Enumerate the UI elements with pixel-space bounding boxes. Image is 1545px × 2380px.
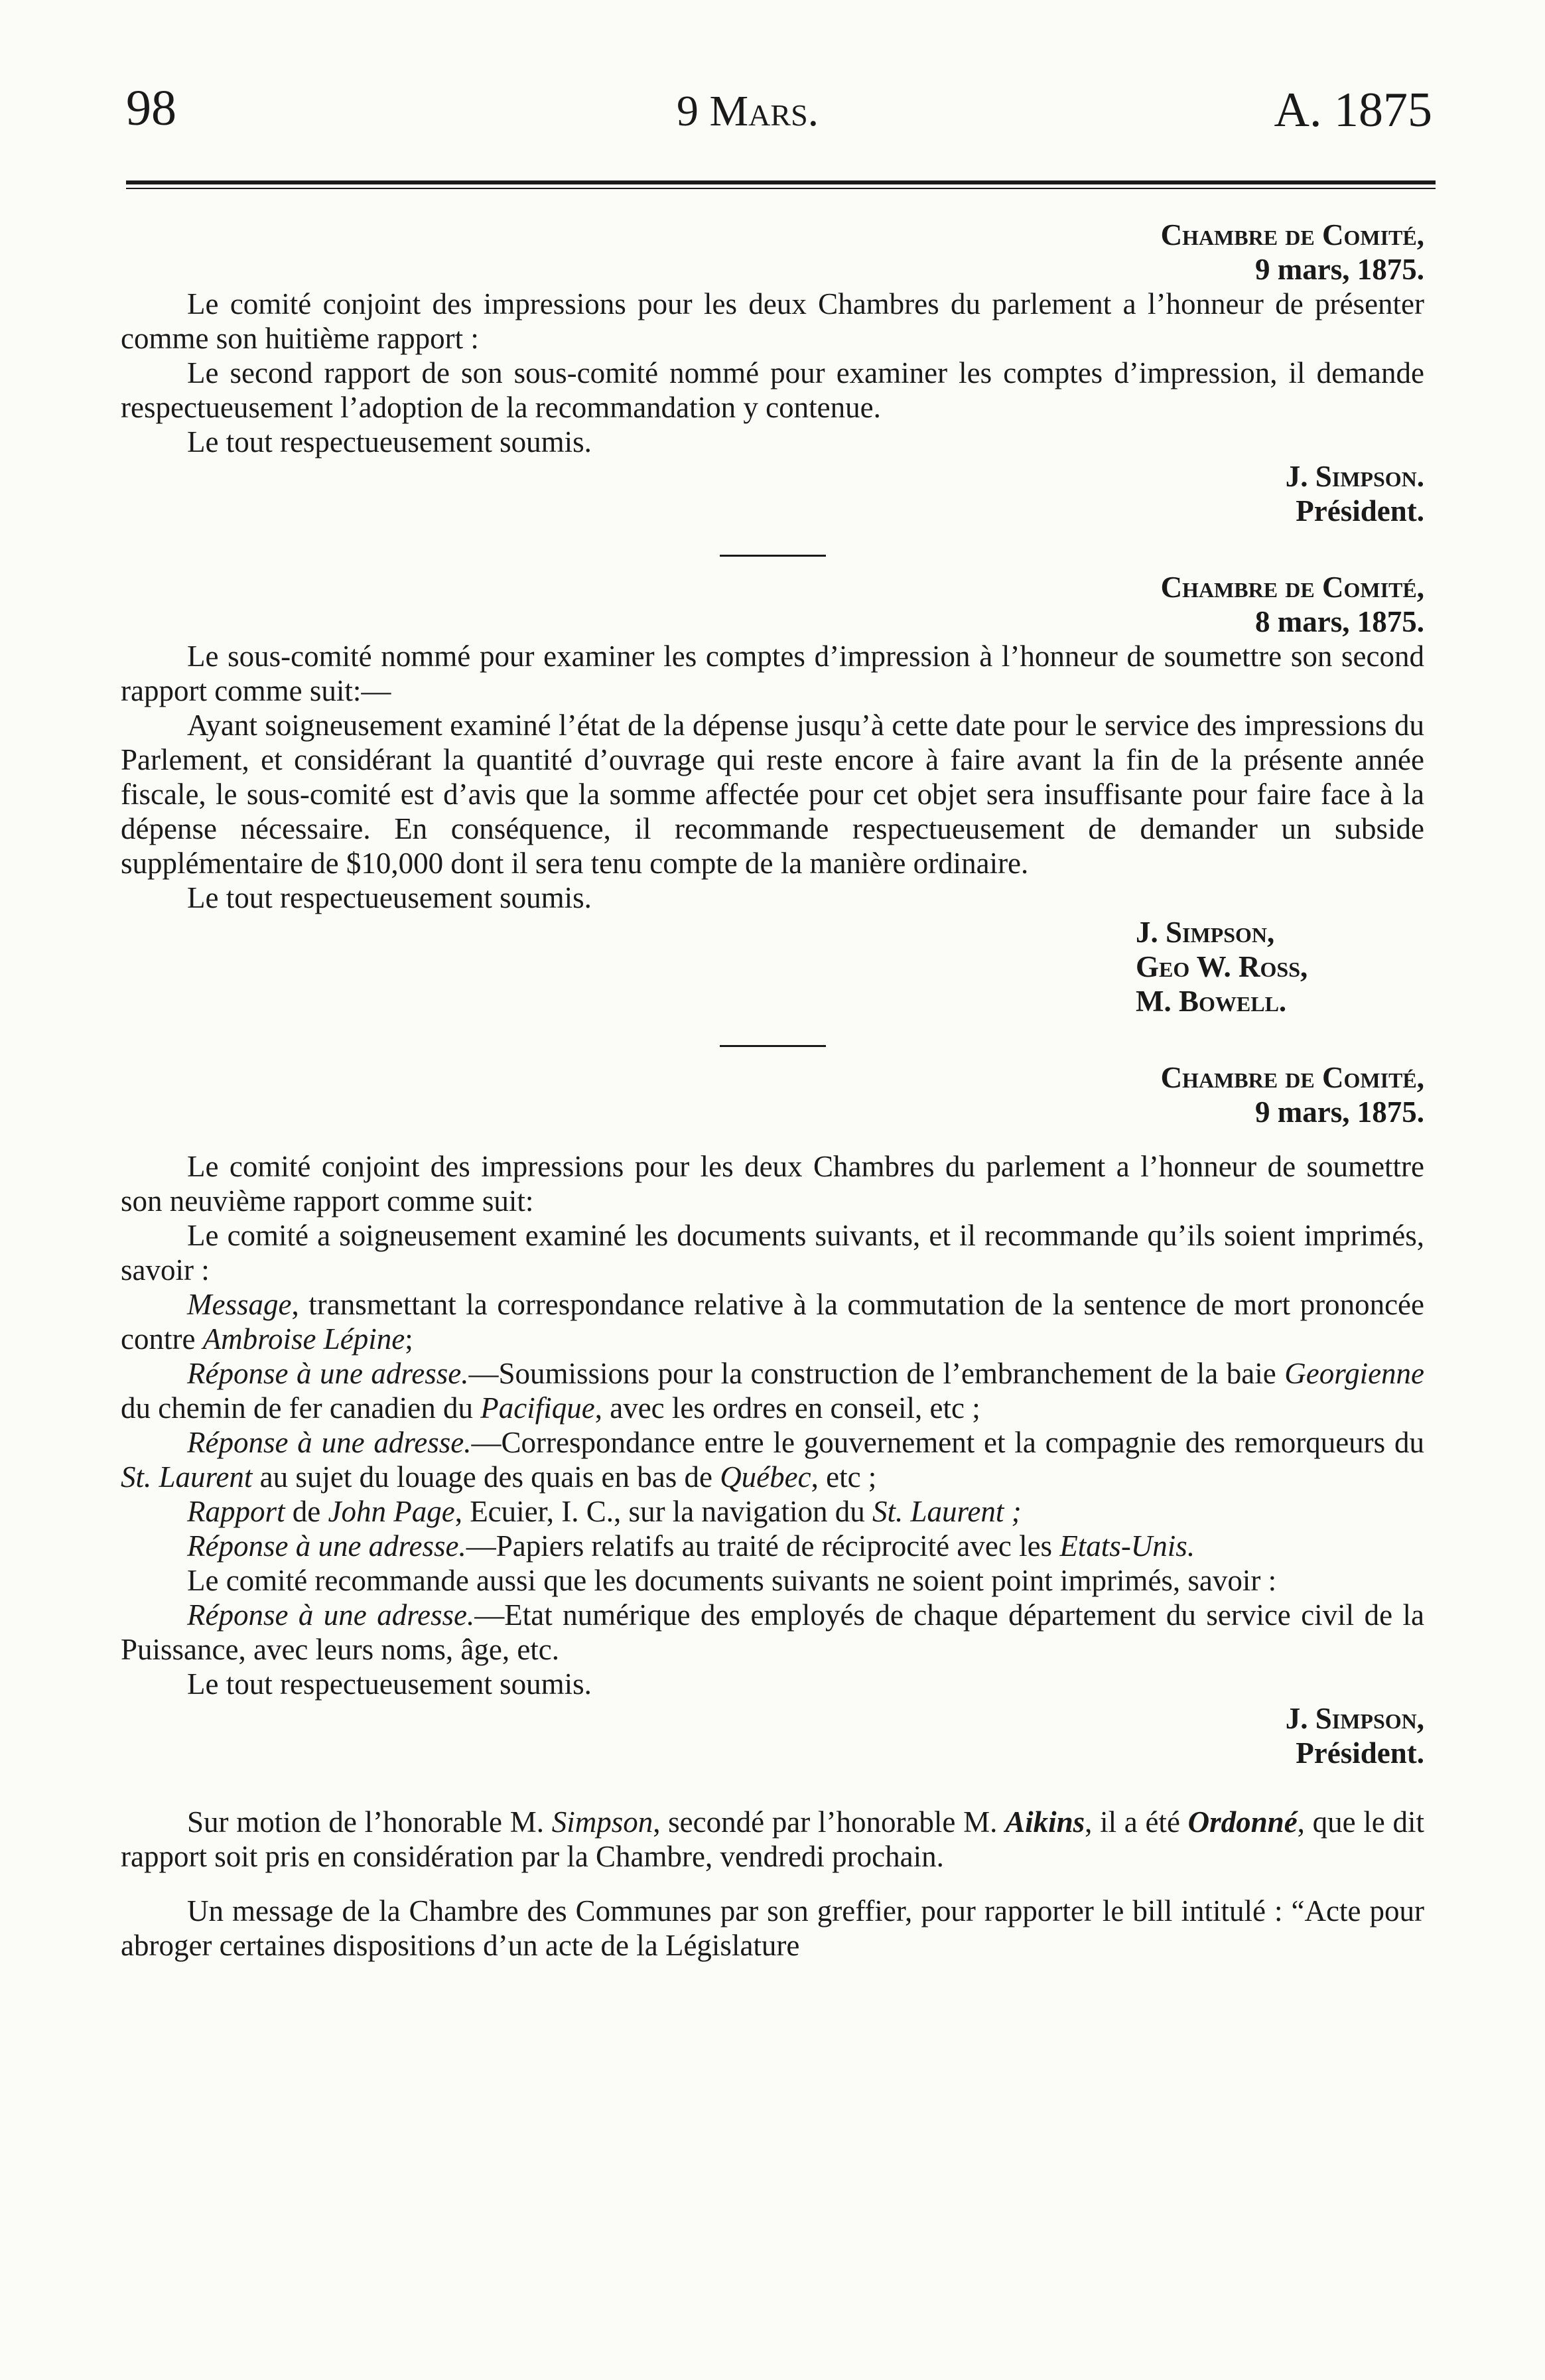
document-item xyxy=(121,1287,1424,1356)
paragraph-gap xyxy=(121,1770,1424,1805)
item-text: au sujet du louage des quais en bas de xyxy=(252,1460,720,1494)
motion-name: Aikins xyxy=(1005,1805,1085,1839)
item-text: , Ecuier, I. C., sur la navigation du xyxy=(454,1495,872,1528)
item-name: Etats-Unis. xyxy=(1059,1529,1195,1563)
header-date: 9 Mars. xyxy=(677,87,819,135)
signature-name-text: J. Simpson, xyxy=(1285,1702,1424,1735)
item-name: Georgienne xyxy=(1284,1357,1425,1390)
eighth-report xyxy=(121,218,1424,528)
document-item xyxy=(121,1356,1424,1425)
motion-name: Simpson xyxy=(551,1805,653,1839)
report-paragraph: Ayant soigneusement examiné l’état de la dépense jusqu’à cette date pour le service des impressions du Parlement, et considérant la quantité d’ouvrage qui reste encore à faire avant la fin de la présente année fiscale, le sous-comité est d’avis que la somme affectée pour cet objet sera insuffisante pour faire face à la dépense nécessaire. En conséquence, il recommande respectueusement de demander un subside supplémentaire de $10,000 dont il sera tenu compte de la manière ordinaire. xyxy=(121,709,1424,880)
report-paragraph: Le comité conjoint des impressions pour les deux Chambres du parlement a l’honneur de soumettre son neuvième rapport comme suit: xyxy=(121,1150,1424,1218)
header-rule-thick xyxy=(126,180,1436,184)
document-item xyxy=(121,1425,1424,1494)
signature-name xyxy=(121,459,1424,494)
motion-ordered: Ordonné xyxy=(1187,1805,1298,1839)
report-paragraph: Le second rapport de son sous-comité nommé pour examiner les comptes d’impression, il demande respectueusement l’adoption de la recommandation y contenue. xyxy=(121,356,1424,424)
item-name: Ambroise Lépine xyxy=(202,1322,405,1356)
document-item xyxy=(121,1529,1424,1563)
signature-title: Président. xyxy=(1296,494,1424,527)
page-number: 98 xyxy=(126,80,176,136)
message-paragraph: Un message de la Chambre des Communes par son greffier, pour rapporter le bill intitulé : “Acte pour abroger certaines dispositions d’un acte de la Législature xyxy=(121,1894,1424,1962)
report-place: Chambre de Comité, xyxy=(1160,218,1424,251)
item-lead: Réponse à une adresse. xyxy=(187,1426,472,1459)
motion-text: , que le dit rapport soit pris en considération par la Chambre, vendredi prochain. xyxy=(121,1805,1424,1873)
item-lead: Réponse à une adresse. xyxy=(187,1598,475,1632)
item-name: Québec xyxy=(720,1460,811,1494)
item-text: , avec les ordres en conseil, etc ; xyxy=(594,1391,980,1425)
report-paragraph: Le comité recommande aussi que les documents suivants ne soient point imprimés, savoir : xyxy=(187,1564,1277,1597)
item-name: Pacifique xyxy=(480,1391,595,1425)
report-paragraph: Le comité conjoint des impressions pour les deux Chambres du parlement a l’honneur de présenter comme son huitième rapport : xyxy=(121,287,1424,355)
motion-text: , secondé par l’honorable M. xyxy=(653,1805,1006,1839)
report-date: 9 mars, 1875. xyxy=(1255,1095,1424,1129)
report-place: Chambre de Comité, xyxy=(1160,571,1424,604)
paragraph-gap xyxy=(121,1874,1424,1894)
page-header xyxy=(126,80,1432,153)
section-separator xyxy=(720,1045,826,1047)
report-place: Chambre de Comité, xyxy=(1160,1061,1424,1094)
item-text: du chemin de fer canadien du xyxy=(121,1391,481,1425)
signatory: M. Bowell. xyxy=(1136,985,1287,1018)
signature-name-text: J. Simpson. xyxy=(1285,460,1424,493)
document-item xyxy=(121,1598,1424,1667)
item-lead: Rapport xyxy=(187,1495,285,1528)
motion-paragraph xyxy=(121,1805,1424,1874)
item-name: John Page xyxy=(328,1495,455,1528)
subcommittee-report xyxy=(121,570,1424,1018)
report-paragraph: Le comité a soigneusement examiné les documents suivants, et il recommande qu’ils soient imprimés, savoir : xyxy=(121,1219,1424,1287)
report-paragraph: Le sous-comité nommé pour examiner les comptes d’impression à l’honneur de soumettre son second rapport comme suit:— xyxy=(121,640,1424,707)
motion-text: , il a été xyxy=(1085,1805,1188,1839)
item-text: , transmettant la correspondance relative à la commutation de la sentence de mort prononcée contre xyxy=(121,1288,1424,1356)
report-paragraph: Le tout respectueusement soumis. xyxy=(187,425,592,458)
header-year: A. 1875 xyxy=(1274,83,1432,137)
ninth-report xyxy=(121,1060,1424,1770)
item-text: —Papiers relatifs au traité de réciprocité avec les xyxy=(466,1529,1060,1563)
item-lead: Message xyxy=(187,1288,292,1321)
item-lead: Réponse à une adresse. xyxy=(187,1357,469,1390)
signature-title: Président. xyxy=(1296,1736,1424,1770)
page-body xyxy=(121,218,1424,1963)
report-date: 8 mars, 1875. xyxy=(1255,605,1424,638)
signature-name xyxy=(121,1701,1424,1736)
item-text: , etc ; xyxy=(811,1460,877,1494)
item-text: —Correspondance entre le gouvernement et la compagnie des remorqueurs du xyxy=(471,1426,1424,1459)
item-name: St. Laurent ; xyxy=(872,1495,1022,1528)
document-item xyxy=(121,1494,1424,1529)
motion-text: Sur motion de l’honorable M. xyxy=(187,1805,552,1839)
section-separator xyxy=(720,555,826,557)
signatory: J. Simpson, xyxy=(1136,916,1275,949)
item-text: —Etat numérique des employés de chaque département du service civil de la Puissance, avec leurs noms, âge, etc. xyxy=(121,1598,1424,1666)
signatories xyxy=(121,915,1351,1018)
item-text: —Soumissions pour la construction de l’embranchement de la baie xyxy=(468,1357,1285,1390)
report-paragraph: Le tout respectueusement soumis. xyxy=(187,1667,592,1701)
report-date: 9 mars, 1875. xyxy=(1255,253,1424,286)
item-lead: Réponse à une adresse. xyxy=(187,1529,466,1563)
item-text: ; xyxy=(405,1322,413,1356)
signatory: Geo W. Ross, xyxy=(1136,950,1308,983)
item-text: de xyxy=(285,1495,328,1528)
report-paragraph: Le tout respectueusement soumis. xyxy=(187,881,592,914)
item-name: St. Laurent xyxy=(121,1460,253,1494)
header-rule-thin xyxy=(126,188,1436,189)
